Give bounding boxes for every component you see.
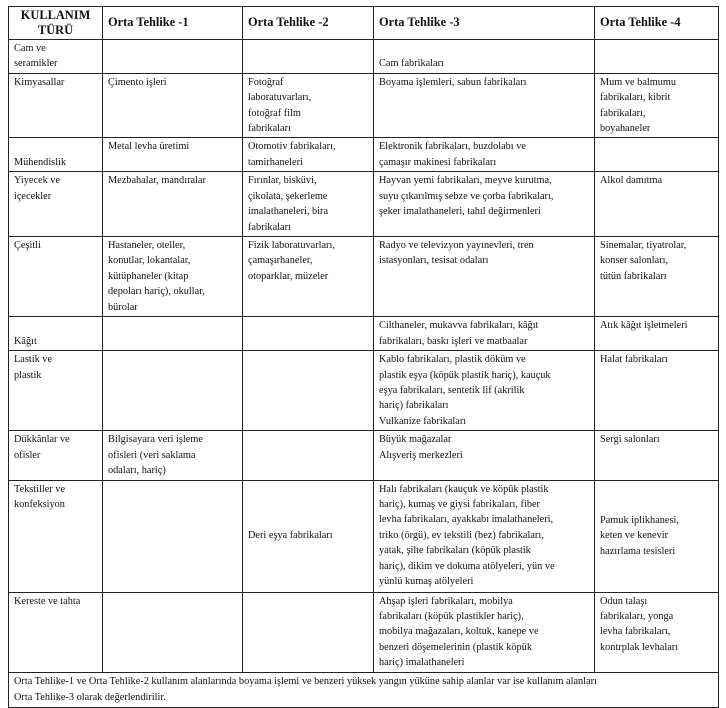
cell-line: keten ve kenevir bbox=[600, 530, 669, 542]
cell-line: çamaşırhaneler, bbox=[248, 255, 313, 267]
cell-line: Pamuk iplikhanesi, bbox=[600, 514, 679, 526]
hazard-ot3-cell bbox=[374, 317, 595, 351]
cell-line: laboratuvarları, bbox=[248, 92, 312, 104]
cell-line: bürolar bbox=[108, 301, 138, 313]
cell-line: imalathaneleri, bira bbox=[248, 206, 329, 218]
cell-line: konutlar, lokantalar, bbox=[108, 255, 191, 267]
cell-line: çamaşır makinesi fabrikaları bbox=[379, 156, 497, 168]
cell-line: hariç), dikim ve dokuma atölyeleri, yün ve bbox=[379, 560, 555, 572]
cell-line: hariç), kumaş ve giysi fabrikaları, fiber bbox=[379, 499, 540, 510]
cell-line: Odun talaşı bbox=[600, 595, 648, 607]
usage-type-line: plastik bbox=[14, 369, 42, 381]
hazard-ot1-cell bbox=[103, 592, 243, 672]
header-usage-type-line: TÜRÜ bbox=[37, 22, 74, 37]
usage-type-cell bbox=[9, 351, 103, 431]
header-ot1: Orta Tehlike -1 bbox=[103, 7, 243, 40]
hazard-ot4-cell bbox=[595, 351, 719, 431]
cell-line: Cilthaneler, mukavva fabrikaları, kâğıt bbox=[379, 320, 539, 332]
usage-type-line: Tekstiller ve bbox=[14, 483, 66, 495]
usage-type-cell bbox=[9, 138, 103, 172]
cell-line: Büyük mağazalar bbox=[379, 434, 452, 446]
cell-line: levha fabrikaları, ayakkabı imalathaneleri, bbox=[379, 514, 554, 526]
usage-type-line: konfeksiyon bbox=[14, 499, 65, 510]
table-row bbox=[9, 39, 719, 73]
cell-line: hazırlama tesisleri bbox=[600, 545, 676, 557]
usage-type-cell bbox=[9, 480, 103, 592]
cell-line: Alkol damıtma bbox=[600, 175, 663, 187]
hazard-ot2-cell bbox=[243, 480, 374, 592]
hazard-ot2-cell bbox=[243, 431, 374, 480]
hazard-ot1-cell bbox=[103, 138, 243, 172]
cell-line: kontrplak levhaları bbox=[600, 641, 679, 653]
cell-line: Fırınlar, bisküvi, bbox=[248, 175, 317, 187]
usage-type-cell bbox=[9, 73, 103, 138]
cell-line: Mezbahalar, mandıralar bbox=[108, 175, 206, 187]
table-note-line: Orta Tehlike-3 olarak değerlendirilir. bbox=[14, 691, 166, 703]
cell-line: triko (örgü), ev tekstili (bez) fabrikaları, bbox=[379, 529, 544, 541]
cell-line: fabrikaları, bbox=[600, 107, 646, 119]
cell-line: otoparklar, müzeler bbox=[248, 270, 329, 282]
header-ot3: Orta Tehlike -3 bbox=[374, 7, 595, 40]
cell-line: Halı fabrikaları (kauçuk ve köpük plastik bbox=[379, 483, 549, 495]
usage-type-line: Dükkânlar ve bbox=[14, 434, 70, 446]
table-row bbox=[9, 480, 719, 592]
cell-line: yünlü kumaş atölyeleri bbox=[379, 576, 474, 588]
cell-line: fabrikaları, baskı işleri ve matbaalar bbox=[379, 335, 528, 347]
header-usage-type bbox=[9, 7, 103, 40]
cell-line: Otomotiv fabrikaları, bbox=[248, 141, 336, 153]
hazard-ot4-cell bbox=[595, 431, 719, 480]
cell-line: depoları hariç), okullar, bbox=[108, 286, 205, 298]
cell-line: odaları, hariç) bbox=[108, 465, 166, 477]
cell-line: Hastaneler, oteller, bbox=[108, 240, 186, 251]
cell-line: şeker imalathaneleri, tahıl değirmenleri bbox=[379, 206, 541, 218]
usage-type-cell bbox=[9, 317, 103, 351]
hazard-ot3-cell bbox=[374, 351, 595, 431]
cell-line: konser salonları, bbox=[600, 255, 669, 267]
hazard-ot2-cell bbox=[243, 73, 374, 138]
cell-line: istasyonları, tesisat odaları bbox=[379, 255, 489, 267]
hazard-ot2-cell bbox=[243, 237, 374, 317]
cell-line: Hayvan yemi fabrikaları, meyve kurutma, bbox=[379, 175, 552, 187]
cell-line: fabrikaları bbox=[248, 122, 291, 134]
cell-line: ofisleri (veri saklama bbox=[108, 449, 196, 461]
cell-line: eşya fabrikaları, sentetik lif (akrilik bbox=[379, 384, 525, 396]
cell-line: fabrikaları, kibrit bbox=[600, 92, 671, 104]
usage-type-cell bbox=[9, 39, 103, 73]
table-row bbox=[9, 431, 719, 480]
usage-type-cell bbox=[9, 172, 103, 237]
cell-line: tütün fabrikaları bbox=[600, 270, 667, 282]
cell-line: Ahşap işleri fabrikaları, mobilya bbox=[379, 595, 513, 607]
table-row bbox=[9, 138, 719, 172]
hazard-ot2-cell bbox=[243, 592, 374, 672]
usage-type-line: Yiyecek ve bbox=[14, 175, 61, 187]
hazard-ot2-cell bbox=[243, 172, 374, 237]
cell-line: Deri eşya fabrikaları bbox=[248, 530, 333, 542]
header-ot4: Orta Tehlike -4 bbox=[595, 7, 719, 40]
cell-line: hariç) imalathaneleri bbox=[379, 657, 465, 669]
hazard-ot3-cell bbox=[374, 138, 595, 172]
cell-line: yatak, şilte fabrikaları (köpük plastik bbox=[379, 545, 531, 557]
cell-line: fotoğraf film bbox=[248, 107, 301, 119]
usage-type-line: Cam ve bbox=[14, 42, 46, 54]
usage-type-cell bbox=[9, 237, 103, 317]
cell-line: Alışveriş merkezleri bbox=[379, 449, 463, 461]
cell-line: boyahaneler bbox=[600, 122, 651, 134]
hazard-ot1-cell bbox=[103, 237, 243, 317]
table-note-line: Orta Tehlike-1 ve Orta Tehlike-2 kullanım alanlarında boyama işlemi ve benzeri yüksek yangın yüküne sahip alanlar var ise kullanım alanları bbox=[14, 675, 597, 687]
hazard-ot1-cell bbox=[103, 431, 243, 480]
cell-line: fabrikaları, yonga bbox=[600, 611, 674, 622]
hazard-ot1-cell bbox=[103, 480, 243, 592]
table-note bbox=[9, 672, 719, 707]
header-usage-type-line: KULLANIM bbox=[20, 8, 91, 22]
hazard-ot3-cell bbox=[374, 592, 595, 672]
table-row bbox=[9, 351, 719, 431]
cell-line: kütüphaneler (kitap bbox=[108, 270, 189, 282]
cell-line: fabrikaları bbox=[248, 221, 291, 233]
hazard-ot3-cell bbox=[374, 39, 595, 73]
usage-type-cell bbox=[9, 592, 103, 672]
cell-line: Radyo ve televizyon yayınevleri, tren bbox=[379, 240, 534, 251]
hazard-ot1-cell bbox=[103, 172, 243, 237]
cell-line: plastik eşya (köpük plastik hariç), kauçuk bbox=[379, 369, 551, 381]
hazard-ot1-cell bbox=[103, 39, 243, 73]
usage-type-line: ofisler bbox=[14, 449, 41, 461]
cell-line: hariç) fabrikaları bbox=[379, 400, 449, 412]
hazard-ot4-cell bbox=[595, 172, 719, 237]
hazard-ot4-cell bbox=[595, 480, 719, 592]
hazard-ot2-cell bbox=[243, 351, 374, 431]
cell-line: Bilgisayara veri işleme bbox=[108, 434, 203, 446]
usage-type-line: içecekler bbox=[14, 190, 52, 202]
cell-line: Metal levha üretimi bbox=[108, 141, 190, 153]
table-row bbox=[9, 73, 719, 138]
usage-type-line: Lastik ve bbox=[14, 354, 53, 366]
hazard-class-table bbox=[8, 6, 719, 708]
cell-line: Atık kâğıt işletmeleri bbox=[600, 320, 688, 332]
hazard-ot3-cell bbox=[374, 73, 595, 138]
hazard-ot3-cell bbox=[374, 237, 595, 317]
note-row bbox=[9, 672, 719, 707]
hazard-ot2-cell bbox=[243, 317, 374, 351]
hazard-ot4-cell bbox=[595, 73, 719, 138]
usage-type-line: Kereste ve tahta bbox=[14, 595, 81, 607]
hazard-ot1-cell bbox=[103, 73, 243, 138]
hazard-ot4-cell bbox=[595, 39, 719, 73]
cell-line: Mum ve balmumu bbox=[600, 76, 677, 88]
hazard-ot4-cell bbox=[595, 317, 719, 351]
usage-type-line: Mühendislik bbox=[14, 156, 67, 168]
hazard-ot4-cell bbox=[595, 138, 719, 172]
table-row bbox=[9, 317, 719, 351]
usage-type-line: Çeşitli bbox=[14, 240, 41, 251]
table-row bbox=[9, 592, 719, 672]
cell-line: benzeri döşemelerinin (plastik köpük bbox=[379, 641, 532, 653]
hazard-ot4-cell bbox=[595, 237, 719, 317]
cell-line: Halat fabrikaları bbox=[600, 354, 668, 366]
hazard-ot2-cell bbox=[243, 39, 374, 73]
hazard-ot1-cell bbox=[103, 317, 243, 351]
hazard-ot3-cell bbox=[374, 172, 595, 237]
cell-line: Kablo fabrikaları, plastik döküm ve bbox=[379, 354, 526, 366]
usage-type-cell bbox=[9, 431, 103, 480]
cell-line: Sergi salonları bbox=[600, 434, 660, 446]
hazard-ot2-cell bbox=[243, 138, 374, 172]
cell-line: suyu çıkarılmış sebze ve çorba fabrikaları, bbox=[379, 190, 554, 202]
cell-line: fabrikaları (köpük plastikler hariç), bbox=[379, 611, 524, 622]
usage-type-line: seramikler bbox=[14, 58, 58, 70]
header-row bbox=[9, 7, 719, 40]
table-row bbox=[9, 172, 719, 237]
usage-type-line: Kimyasallar bbox=[14, 76, 65, 88]
cell-line: Elektronik fabrikaları, buzdolabı ve bbox=[379, 141, 526, 153]
cell-line: Çimento işleri bbox=[108, 76, 167, 88]
hazard-ot3-cell bbox=[374, 480, 595, 592]
cell-line: Fotoğraf bbox=[248, 76, 284, 88]
header-ot2: Orta Tehlike -2 bbox=[243, 7, 374, 40]
table-row bbox=[9, 237, 719, 317]
cell-line: Sinemalar, tiyatrolar, bbox=[600, 240, 687, 251]
cell-line: tamirhaneleri bbox=[248, 156, 303, 168]
cell-line: Boyama işlemleri, sabun fabrikaları bbox=[379, 76, 527, 88]
hazard-ot4-cell bbox=[595, 592, 719, 672]
cell-line: çikolata, şekerleme bbox=[248, 190, 328, 202]
hazard-ot3-cell bbox=[374, 431, 595, 480]
cell-line: Fizik laboratuvarları, bbox=[248, 240, 335, 251]
cell-line: Vulkanize fabrikaları bbox=[379, 415, 467, 427]
cell-line: Cam fabrikaları bbox=[379, 58, 444, 70]
cell-line: levha fabrikaları, bbox=[600, 626, 671, 638]
cell-line: mobilya mağazaları, koltuk, kanepe ve bbox=[379, 626, 539, 638]
hazard-ot1-cell bbox=[103, 351, 243, 431]
usage-type-line: Kâğıt bbox=[14, 335, 37, 347]
